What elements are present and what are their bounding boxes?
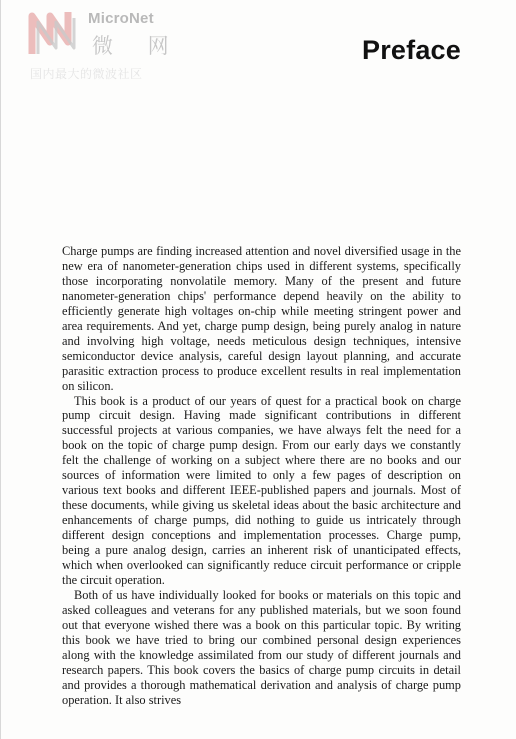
watermark-brand: MicroNet xyxy=(88,10,154,27)
paragraph-3: Both of us have individually looked for books or materials on this topic and asked colleagues and veterans for any published materials, but we soon found out that everyone wished there was a book on this particular topic. By writing this book we have tried to bring our combined personal design experiences along with the knowledge assimilated from our study of different journals and research papers. This book covers the basics of charge pump circuits in detail and provides a thorough mathematical derivation and analysis of charge pump operation. It also strives xyxy=(62,587,461,707)
watermark-slogan: 国内最大的微波社区 xyxy=(30,67,143,81)
micronet-watermark xyxy=(28,8,188,84)
page-title: Preface xyxy=(362,35,461,65)
body-text xyxy=(62,244,461,708)
paragraph-2: This book is a product of our years of quest for a practical book on charge pump circuit design. Having made significant contributions in different successful projects at various companies, we have always felt the need for a book on the topic of charge pump design. From our early days we constantly felt the challenge of working on a subject where there are no books and our sources of information were limited to only a few pages of description on various text books and different IEEE-published papers and journals. Most of these documents, while giving us skeletal ideas about the basic architecture and enhancements of charge pumps, did nothing to guide us intricately through different design conceptions and implementation processes. Charge pump, being a pure analog design, carries an inherent risk of unanticipated effects, which when overlooked can significantly reduce circuit performance or cripple the circuit operation. xyxy=(62,393,461,587)
micronet-logo-icon xyxy=(28,8,86,58)
watermark-chinese: 微 网 xyxy=(92,34,183,58)
paragraph-1: Charge pumps are finding increased attention and novel diversified usage in the new era of nanometer-generation chips used in different systems, specifically those incorporating nonvolatile memory. Many of the present and future nanometer-generation chips' performance depend heavily on the ability to efficiently generate high voltages on-chip while meeting stringent power and area requirements. And yet, charge pump design, being purely analog in nature and involving high voltage, needs meticulous design techniques, intensive semiconductor device analysis, careful design layout planning, and accurate parasitic extraction process to produce excellent results in real implementation on silicon. xyxy=(62,244,461,393)
page-edge xyxy=(0,0,1,739)
